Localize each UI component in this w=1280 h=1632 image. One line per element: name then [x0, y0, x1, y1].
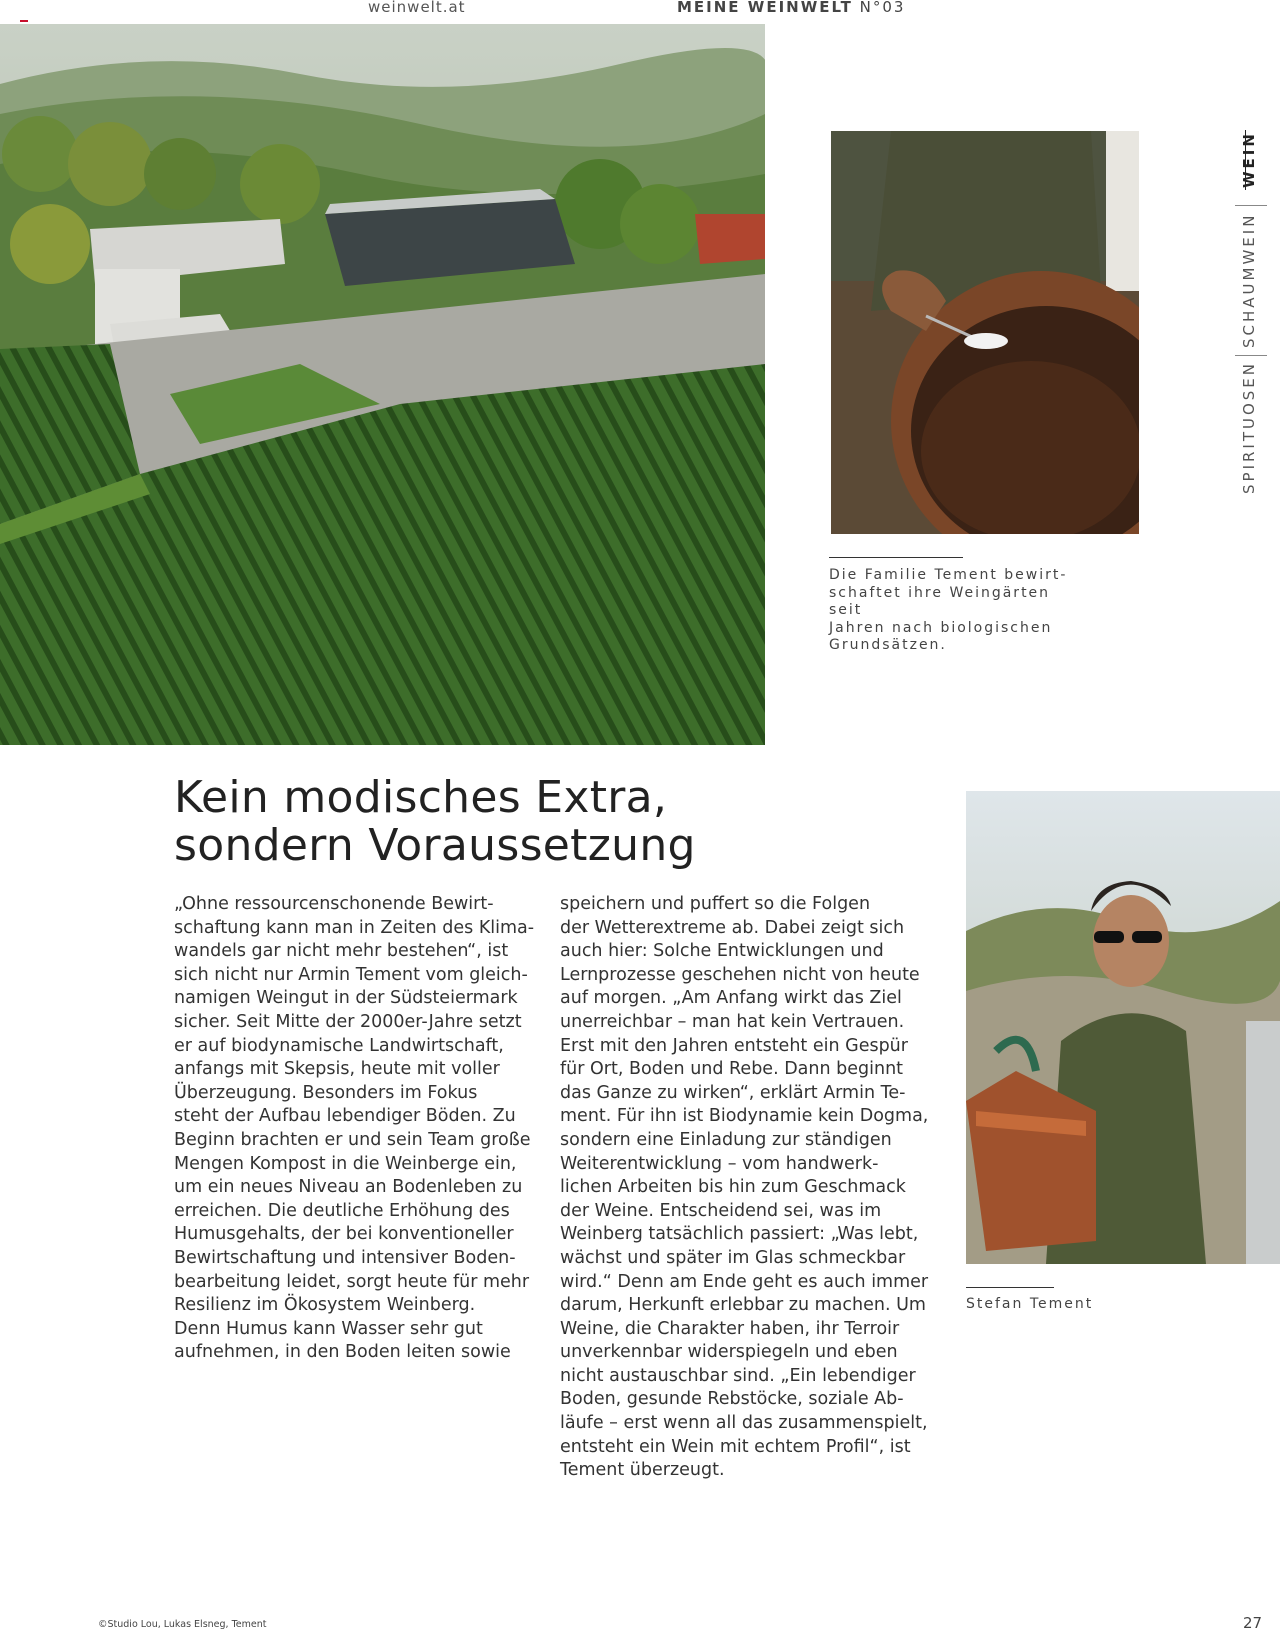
- body-line: der Weine. Entscheidend sei, was im: [560, 1200, 882, 1221]
- nav-divider: [1235, 205, 1267, 206]
- caption-rule: [966, 1287, 1054, 1288]
- body-line: Tement überzeugt.: [560, 1460, 725, 1481]
- body-line: erreichen. Die deutliche Erhöhung des: [174, 1200, 510, 1221]
- vineyard-aerial-illustration: [0, 24, 765, 745]
- body-line: Erst mit den Jahren entsteht ein Gespür: [560, 1035, 908, 1056]
- body-line: „Ohne ressourcenschonende Bewirt-: [174, 894, 494, 914]
- site-url: weinwelt.at: [368, 0, 466, 16]
- body-line: lichen Arbeiten bis hin zum Geschmack: [560, 1177, 906, 1198]
- salt-sprinkle-photo: [831, 131, 1139, 534]
- body-line: der Wetterextreme ab. Dabei zeigt sich: [560, 917, 905, 938]
- body-line: namigen Weingut in der Südsteiermark: [174, 988, 518, 1009]
- body-line: Bewirtschaftung und intensiver Boden-: [174, 1247, 516, 1268]
- body-line: Beginn brachten er und sein Team große: [174, 1129, 531, 1150]
- caption-line: Die Familie Tement bewirt-: [829, 567, 1068, 583]
- body-line: entsteht ein Wein mit echtem Profil“, ist: [560, 1436, 911, 1457]
- body-line: das Ganze zu wirken“, erklärt Armin Te-: [560, 1082, 906, 1103]
- body-line: für Ort, Boden und Rebe. Dann beginnt: [560, 1059, 904, 1080]
- magazine-title: [677, 0, 905, 16]
- body-line: auf morgen. „Am Anfang wirkt das Ziel: [560, 988, 902, 1009]
- article-column-2: [560, 893, 930, 1483]
- issue-number: N°03: [859, 0, 906, 16]
- headline-line: Kein modisches Extra,: [174, 772, 668, 823]
- nav-item-schaumwein[interactable]: SCHAUMWEIN: [1240, 212, 1258, 348]
- body-line: bearbeitung leidet, sorgt heute für mehr: [174, 1271, 530, 1292]
- caption-salt: [829, 567, 1089, 655]
- body-line: sicher. Seit Mitte der 2000er-Jahre setzt: [174, 1011, 522, 1032]
- nav-divider: [1235, 355, 1267, 356]
- body-line: speichern und puffert so die Folgen: [560, 894, 871, 914]
- stefan-tement-photo: [966, 791, 1280, 1264]
- body-line: Resilienz im Ökosystem Weinberg.: [174, 1295, 476, 1316]
- body-line: anfangs mit Skepsis, heute mit voller: [174, 1059, 500, 1080]
- body-line: steht der Aufbau lebendiger Böden. Zu: [174, 1106, 516, 1127]
- body-line: Überzeugung. Besonders im Fokus: [174, 1082, 478, 1103]
- body-line: auch hier: Solche Entwicklungen und: [560, 941, 884, 962]
- body-line: sich nicht nur Armin Tement vom gleich-: [174, 964, 528, 985]
- headline-line: sondern Voraussetzung: [174, 820, 696, 871]
- body-line: er auf biodynamische Landwirtschaft,: [174, 1035, 504, 1056]
- salt-sprinkle-illustration: [831, 131, 1139, 534]
- nav-item-wein[interactable]: WEIN: [1240, 131, 1258, 189]
- photo-credit: ©Studio Lou, Lukas Elsneg, Tement: [98, 1619, 267, 1630]
- body-line: Boden, gesunde Rebstöcke, soziale Ab-: [560, 1389, 904, 1410]
- body-line: schaftung kann man in Zeiten des Klima-: [174, 917, 535, 938]
- body-line: unverkennbar widerspiegeln und eben: [560, 1342, 898, 1363]
- caption-line: schaftet ihre Weingärten seit: [829, 584, 1051, 618]
- caption-line: Grundsätzen.: [829, 637, 947, 653]
- body-line: Weiterentwicklung – vom handwerk-: [560, 1153, 879, 1174]
- body-line: läufe – erst wenn all das zusammenspielt,: [560, 1413, 928, 1434]
- caption-portrait: Stefan Tement: [966, 1296, 1094, 1312]
- portrait-illustration: [966, 791, 1280, 1264]
- body-line: wird.“ Denn am Ende geht es auch immer: [560, 1271, 929, 1292]
- body-line: ment. Für ihn ist Biodynamie kein Dogma,: [560, 1106, 929, 1127]
- body-line: Denn Humus kann Wasser sehr gut: [174, 1318, 483, 1339]
- body-line: Humusgehalts, der bei konventioneller: [174, 1224, 514, 1245]
- magazine-name: MEINE WEINWELT: [677, 0, 853, 16]
- caption-line: Jahren nach biologischen: [829, 619, 1053, 636]
- body-line: aufnehmen, in den Boden leiten sowie: [174, 1342, 511, 1363]
- body-line: sondern eine Einladung zur ständigen: [560, 1129, 892, 1150]
- body-line: wandels gar nicht mehr bestehen“, ist: [174, 941, 509, 962]
- body-line: Weine, die Charakter haben, ihr Terroir: [560, 1318, 900, 1339]
- body-line: unerreichbar – man hat kein Vertrauen.: [560, 1011, 905, 1032]
- body-line: um ein neues Niveau an Bodenleben zu: [174, 1177, 523, 1198]
- caption-rule: [829, 557, 963, 558]
- body-line: Mengen Kompost in die Weinberge ein,: [174, 1153, 517, 1174]
- article-headline: [174, 774, 874, 870]
- section-side-nav: [1225, 130, 1273, 494]
- page-number: 27: [1243, 1614, 1263, 1632]
- nav-item-spirituosen[interactable]: SPIRITUOSEN: [1240, 360, 1258, 494]
- body-line: nicht austauschbar sind. „Ein lebendiger: [560, 1365, 916, 1386]
- body-line: Lernprozesse geschehen nicht von heute: [560, 964, 920, 985]
- article-column-1: [174, 893, 534, 1365]
- body-line: wächst und später im Glas schmeckbar: [560, 1247, 906, 1268]
- vineyard-aerial-photo: [0, 24, 765, 745]
- body-line: darum, Herkunft erlebbar zu machen. Um: [560, 1295, 926, 1316]
- body-line: Weinberg tatsächlich passiert: „Was lebt,: [560, 1224, 919, 1245]
